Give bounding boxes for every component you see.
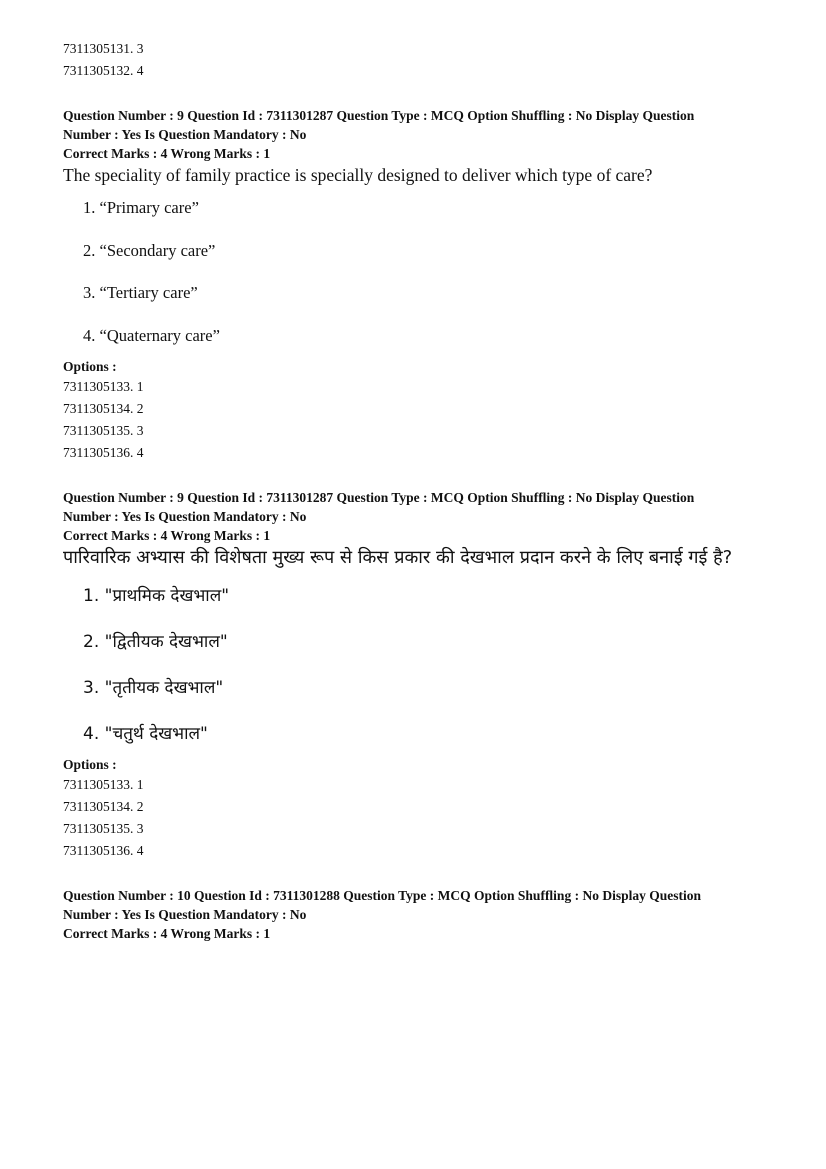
question-block-q9-hindi — [63, 488, 793, 862]
question-meta-line: Question Number : 10 Question Id : 7311301288 Question Type : MCQ Option Shuffling : No Display Question — [63, 888, 701, 903]
option-id-line: 7311305136. 4 — [63, 843, 144, 858]
choice-item: 1. "प्राथमिक देखभाल" — [83, 585, 230, 606]
option-id-line: 7311305135. 3 — [63, 423, 144, 438]
choice-list — [63, 187, 793, 357]
choice-item: 3. "तृतीयक देखभाल" — [83, 677, 224, 698]
option-id-line: 7311305135. 3 — [63, 821, 144, 836]
question-meta-line: Question Number : 9 Question Id : 7311301287 Question Type : MCQ Option Shuffling : No Display Question — [63, 108, 695, 123]
choice-item: 3. “Tertiary care” — [83, 283, 198, 303]
question-block-q10 — [63, 886, 793, 943]
choice-item: 4. "चतुर्थ देखभाल" — [83, 723, 208, 744]
option-id-line: 7311305134. 2 — [63, 401, 144, 416]
option-id-line: 7311305134. 2 — [63, 799, 144, 814]
question-text: पारिवारिक अभ्यास की विशेषता मुख्य रूप से किस प्रकार की देखभाल प्रदान करने के लिए बनाई गई है? — [63, 547, 733, 568]
question-marks: Correct Marks : 4 Wrong Marks : 1 — [63, 528, 271, 543]
option-id-line: 7311305131. 3 — [63, 41, 144, 56]
option-id-line: 7311305132. 4 — [63, 63, 144, 78]
options-label: Options : — [63, 359, 117, 374]
choice-item: 1. “Primary care” — [83, 198, 199, 218]
question-meta-line: Number : Yes Is Question Mandatory : No — [63, 509, 307, 524]
document-page — [63, 38, 793, 943]
question-text: The speciality of family practice is specially designed to deliver which type of care? — [63, 165, 653, 185]
question-marks: Correct Marks : 4 Wrong Marks : 1 — [63, 926, 271, 941]
option-id-line: 7311305133. 1 — [63, 777, 144, 792]
option-id-line: 7311305136. 4 — [63, 445, 144, 460]
question-marks: Correct Marks : 4 Wrong Marks : 1 — [63, 146, 271, 161]
choice-list — [63, 571, 793, 755]
question-meta-line: Number : Yes Is Question Mandatory : No — [63, 907, 307, 922]
previous-options — [63, 38, 793, 82]
options-label: Options : — [63, 757, 117, 772]
choice-item: 2. "द्वितीयक देखभाल" — [83, 631, 228, 652]
option-id-line: 7311305133. 1 — [63, 379, 144, 394]
choice-item: 2. “Secondary care” — [83, 240, 216, 260]
question-block-q9-english — [63, 106, 793, 464]
question-meta-line: Question Number : 9 Question Id : 7311301287 Question Type : MCQ Option Shuffling : No Display Question — [63, 490, 695, 505]
choice-item: 4. “Quaternary care” — [83, 325, 220, 345]
question-meta-line: Number : Yes Is Question Mandatory : No — [63, 127, 307, 142]
